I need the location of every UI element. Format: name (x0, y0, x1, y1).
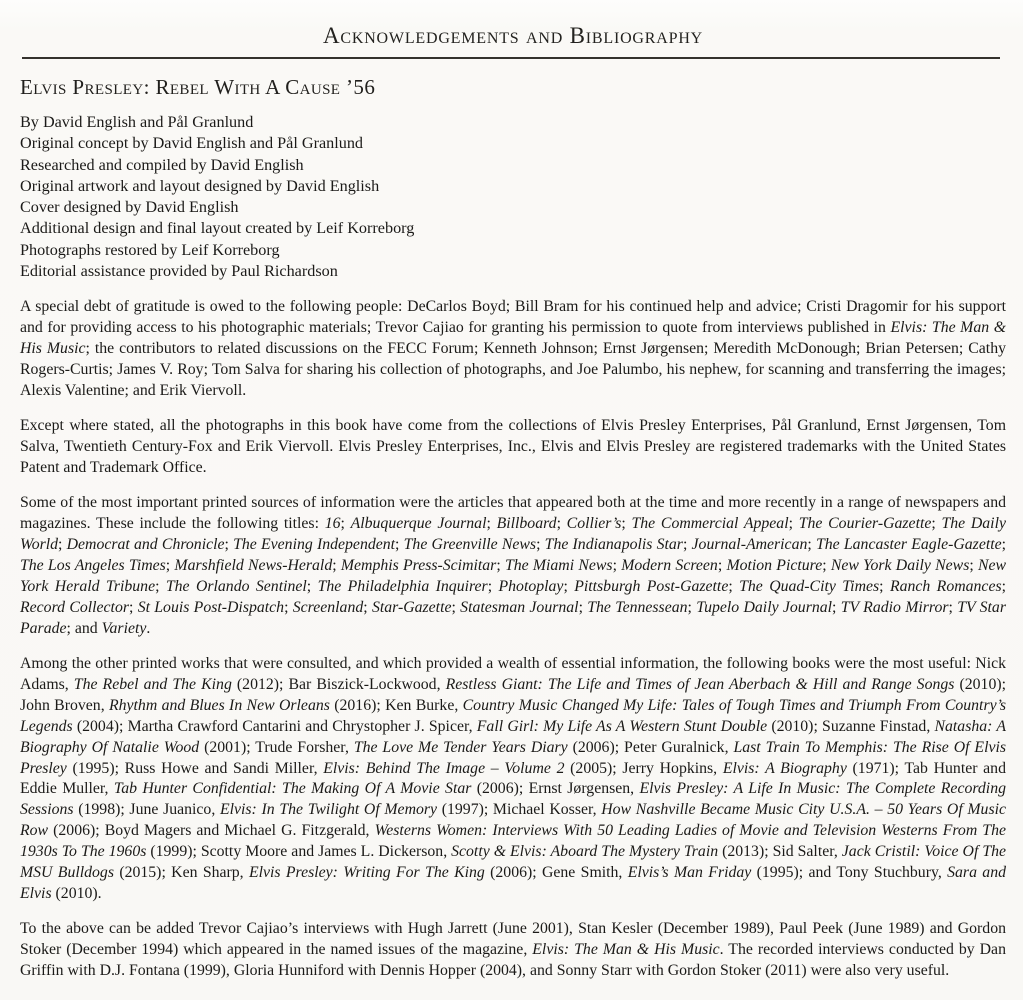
book-title: Elvis Presley: Rebel With A Cause ’56 (20, 75, 376, 99)
credit-line: Cover designed by David English (20, 198, 239, 217)
paragraph-photo-credits: Except where stated, all the photographs in this book have come from the collections of Elvis Presley Enterprises, Pål Granlund, Ernst Jørgensen, Tom Salva, Twentieth Century-Fox and Erik Viervoll. Elvis Presley Enterprises, Inc., Elvis and Elvis Presley are registered trademarks with the United States Patent and Trademark Office. (20, 416, 1006, 476)
credit-line: Researched and compiled by David English (20, 155, 304, 174)
paragraph-newspaper-sources: Some of the most important printed sources of information were the articles that appeared both at the time and more recently in a range of newspapers and magazines. These include the following titles: 16; Albuquerque Journal; Billboard; Collier’s; The Commercial Appeal; The Courier-Gazette; The Daily World; Democrat and Chronicle; The Evening Independent; The Greenville News; The Indianapolis Star; Journal-American; The Lancaster Eagle-Gazette; The Los Angeles Times; Marshfield News-Herald; Memphis Press-Scimitar; The Miami News; Modern Screen; Motion Picture; New York Daily News; New York Herald Tribune; The Orlando Sentinel; The Philadelphia Inquirer; Photoplay; Pittsburgh Post-Gazette; The Quad-City Times; Ranch Romances; Record Collector; St Louis Post-Dispatch; Screenland; Star-Gazette; Statesman Journal; The Tennessean; Tupelo Daily Journal; TV Radio Mirror; TV Star Parade; and Variety. (20, 494, 1007, 637)
page-header-title: Acknowledgements and Bibliography (322, 23, 704, 48)
credit-line: By David English and Pål Granlund (20, 113, 254, 131)
paragraph-books-consulted: Among the other printed works that were consulted, and which provided a wealth of essential information, the following books were the most useful: Nick Adams, The Rebel and The King (2012); Bar Biszick-Lockwood, Restless Giant: The Life and Times of Jean Aberbach & Hill and Range Songs (2010); John Broven, Rhythm and Blues In New Orleans (2016); Ken Burke, Country Music Changed My Life: Tales of Tough Times and Triumph From Country’s Legends (2004); Martha Crawford Cantarini and Chrystopher J. Spicer, Fall Girl: My Life As A Western Stunt Double (2010); Suzanne Finstad, Natasha: A Biography Of Natalie Wood (2001); Trude Forsher, The Love Me Tender Years Diary (2006); Peter Guralnick, Last Train To Memphis: The Rise Of Elvis Presley (1995); Russ Howe and Sandi Miller, Elvis: Behind The Image – Volume 2 (2005); Jerry Hopkins, Elvis: A Biography (1971); Tab Hunter and Eddie Muller, Tab Hunter Confidential: The Making Of A Movie Star (2006); Ernst Jørgensen, Elvis Presley: A Life In Music: The Complete Recording Sessions (1998); June Juanico, Elvis: In The Twilight Of Memory (1997); Michael Kosser, How Nashville Became Music City U.S.A. – 50 Years Of Music Row (2006); Boyd Magers and Michael G. Fitzgerald, Westerns Women: Interviews With 50 Leading Ladies of Movie and Television Westerns From The 1930s To The 1960s (1999); Scotty Moore and James L. Dickerson, Scotty & Elvis: Aboard The Mystery Train (2013); Sid Salter, Jack Cristil: Voice Of The MSU Bulldogs (2015); Ken Sharp, Elvis Presley: Writing For The King (2006); Gene Smith, Elvis’s Man Friday (1995); and Tony Stuchbury, Sara and Elvis (2010). (20, 654, 1007, 902)
credit-line: Photographs restored by Leif Korreborg (20, 240, 280, 259)
header-rule (22, 57, 1000, 59)
paragraph-acknowledgements: A special debt of gratitude is owed to the following people: DeCarlos Boyd; Bill Bram for his continued help and advice; Cristi Dragomir for his support and for providing access to his photographic materials; Trevor Cajiao for granting his permission to quote from interviews published in Elvis: The Man & His Music; the contributors to related discussions on the FECC Forum; Kenneth Johnson; Ernst Jørgensen; Meredith McDonough; Brian Petersen; Cathy Rogers-Curtis; James V. Roy; Tom Salva for sharing his collection of photographs, and Joe Palumbo, his nephew, for scanning and transferring the images; Alexis Valentine; and Erik Viervoll. (20, 297, 1006, 399)
credit-line: Original concept by David English and Pål Granlund (20, 134, 364, 153)
credit-line: Original artwork and layout designed by David English (20, 176, 380, 195)
credit-line: Editorial assistance provided by Paul Richardson (20, 262, 338, 281)
credits-list (20, 112, 1006, 282)
paragraph-recorded-interviews: To the above can be added Trevor Cajiao’s interviews with Hugh Jarrett (June 2001), Stan Kesler (December 1989), Paul Peek (June 1989) and Gordon Stoker (December 1994) which appeared in the named issues of the magazine, Elvis: The Man & His Music. The recorded interviews conducted by Dan Griffin with D.J. Fontana (1999), Gloria Hunniford with Dennis Hopper (2004), and Sonny Starr with Gordon Stoker (2011) were also very useful. (20, 920, 1006, 980)
credit-line: Additional design and final layout created by Leif Korreborg (20, 219, 415, 238)
